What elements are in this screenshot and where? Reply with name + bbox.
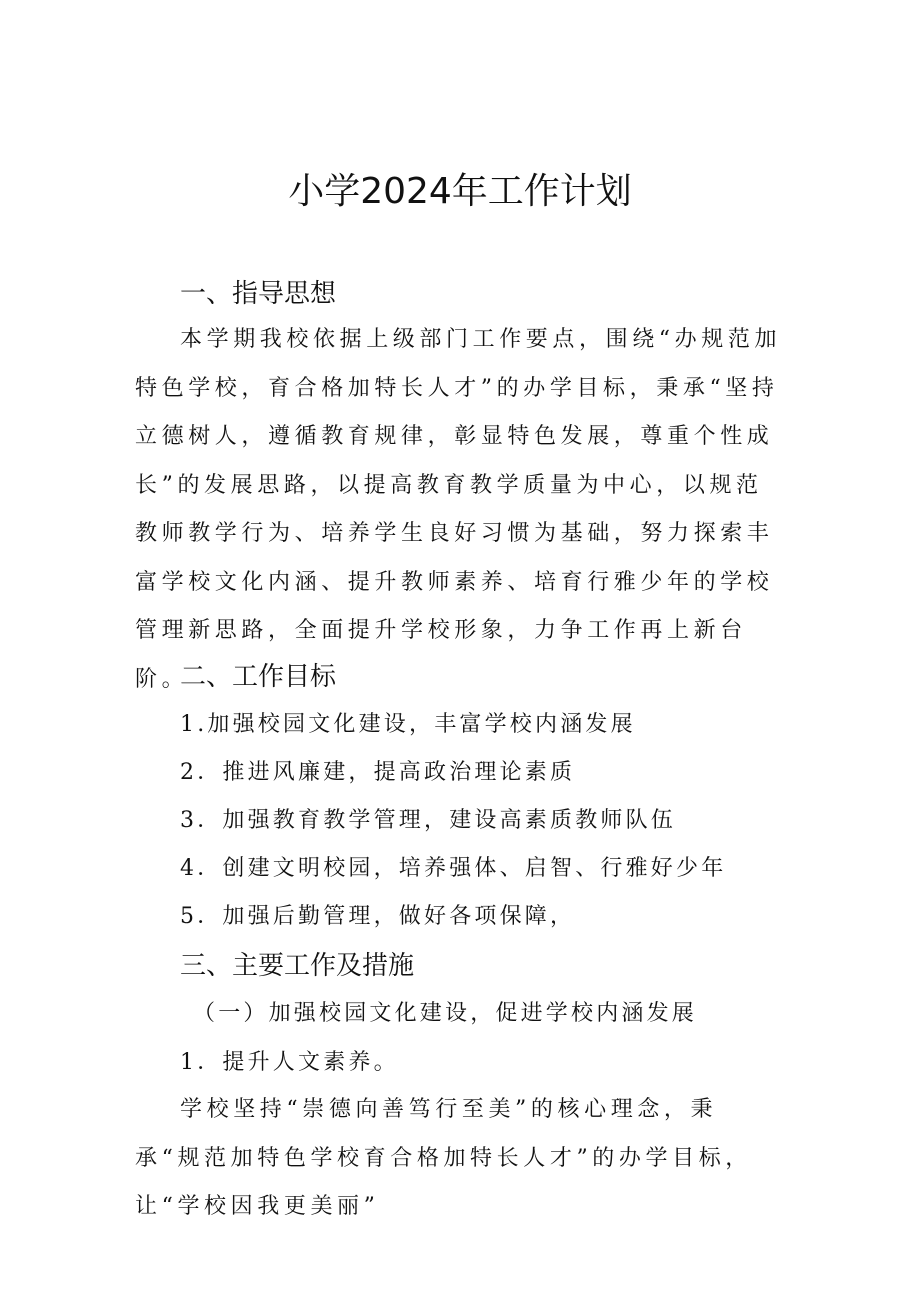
goal-item: 2．推进风廉建，提高政治理论素质 [180, 760, 576, 785]
section-heading-main-work: 三、主要工作及措施 [180, 951, 415, 981]
section-heading-guiding-ideology: 一、指导思想 [180, 279, 337, 309]
goal-item: 4．创建文明校园，培养强体、启智、行雅好少年 [180, 856, 727, 881]
subsection-heading: （一）加强校园文化建设，促进学校内涵发展 [193, 1001, 698, 1026]
paragraph-text: 学校坚持“崇德向善笃行至美”的核心理念，秉承“规范加特色学校育合格加特长人才”的办学目标，让“学校因我更美丽” [135, 1097, 752, 1219]
section-paragraph-guiding-ideology [135, 316, 785, 704]
goal-item: 3．加强教育教学管理，建设高素质教师队伍 [180, 808, 676, 833]
section-paragraph-humanistic [135, 1086, 785, 1232]
section-heading-work-goals: 二、工作目标 [180, 662, 337, 692]
document-title: 小学2024年工作计划 [288, 171, 632, 212]
work-item: 1．提升人文素养。 [180, 1050, 399, 1075]
paragraph-text: 本学期我校依据上级部门工作要点，围绕“办规范加特色学校，育合格加特长人才”的办学目标，秉承“坚持立德树人，遵循教育规律，彰显特色发展，尊重个性成长”的发展思路，以提高教育教学质量为中心，以规范教师教学行为、培养学生良好习惯为基础，努力探索丰富学校文化内涵、提升教师素养、培育行雅少年的学校管理新思路，全面提升学校形象，力争工作再上新台阶。 [135, 327, 782, 692]
goal-item: 1.加强校园文化建设，丰富学校内涵发展 [180, 712, 636, 737]
goal-item: 5．加强后勤管理，做好各项保障， [180, 904, 576, 929]
